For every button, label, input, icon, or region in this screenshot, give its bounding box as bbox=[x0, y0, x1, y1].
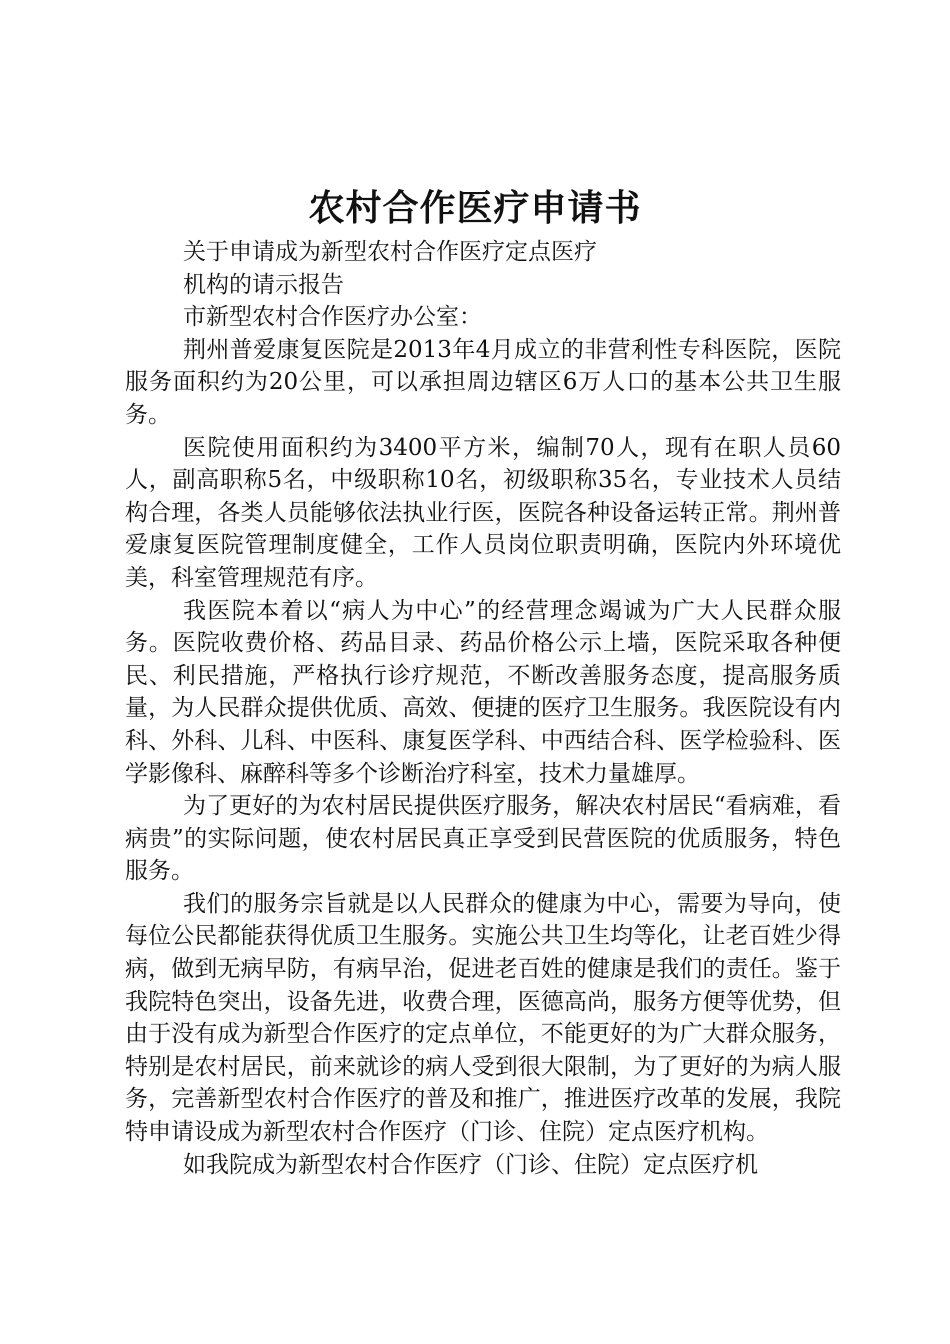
paragraph-6: 如我院成为新型农村合作医疗（门诊、住院）定点医疗机 bbox=[183, 1151, 758, 1178]
document-body bbox=[125, 236, 841, 1181]
paragraph-3: 我医院本着以“病人为中心”的经营理念竭诚为广大人民群众服务。医院收费价格、药品目录、药品价格公示上墙，医院采取各种便民、利民措施，严格执行诊疗规范，不断改善服务态度，提高服务质量，为人民群众提供优质、高效、便捷的医疗卫生服务。我医院设有内科、外科、儿科、中医科、康复医学科、中西结合科、医学检验科、医学影像科、麻醉科等多个诊断治疗科室，技术力量雄厚。 bbox=[125, 597, 841, 787]
paragraph-4: 为了更好的为农村居民提供医疗服务，解决农村居民“看病难，看病贵”的实际问题，使农村居民真正享受到民营医院的优质服务，特色服务。 bbox=[125, 793, 841, 885]
paragraph-2: 医院使用面积约为3400平方米，编制70人，现有在职人员60人，副高职称5名，中级职称10名，初级职称35名，专业技术人员结构合理，各类人员能够依法执业行医，医院各种设备运转正常。荆州普爱康复医院管理制度健全，工作人员岗位职责明确，医院内外环境优美，科室管理规范有序。 bbox=[125, 434, 841, 591]
paragraph-1: 荆州普爱康复医院是2013年4月成立的非营利性专科医院，医院服务面积约为20公里，可以承担周边辖区6万人口的基本公共卫生服务。 bbox=[125, 336, 841, 428]
heading-line-1: 关于申请成为新型农村合作医疗定点医疗 bbox=[183, 239, 597, 265]
heading-line-2: 机构的请示报告 bbox=[183, 271, 344, 298]
salutation: 市新型农村合作医疗办公室： bbox=[183, 304, 482, 331]
paragraph-5: 我们的服务宗旨就是以人民群众的健康为中心，需要为导向，使每位公民都能获得优质卫生服务。实施公共卫生均等化，让老百姓少得病，做到无病早防，有病早治，促进老百姓的健康是我们的责任。鉴于我院特色突出，设备先进，收费合理，医德高尚，服务方便等优势，但由于没有成为新型合作医疗的定点单位，不能更好的为广大群众服务，特别是农村居民，前来就诊的病人受到很大限制，为了更好的为病人服务，完善新型农村合作医疗的普及和推广，推进医疗改革的发展，我院特申请设成为新型农村合作医疗（门诊、住院）定点医疗机构。 bbox=[125, 890, 841, 1146]
document-title: 农村合作医疗申请书 bbox=[308, 187, 642, 229]
